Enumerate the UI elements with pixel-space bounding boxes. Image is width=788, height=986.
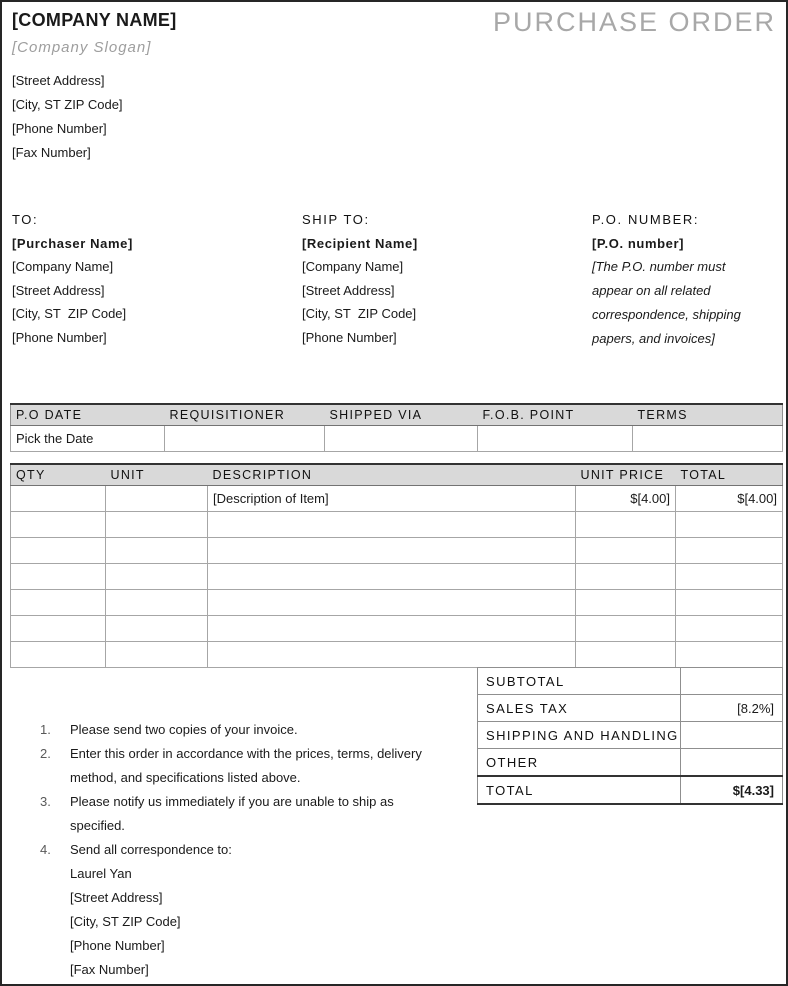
item-row xyxy=(11,590,783,616)
item-unit-price-cell[interactable] xyxy=(576,512,676,538)
po-number-note-line: [The P.O. number must xyxy=(592,259,726,274)
note-text: Enter this order in accordance with the prices, terms, delivery method, and specifications listed above. xyxy=(70,746,422,785)
item-qty-cell[interactable] xyxy=(11,590,106,616)
total-header: TOTAL xyxy=(676,464,783,486)
item-unit-price-cell[interactable] xyxy=(576,642,676,668)
note-item xyxy=(40,790,465,838)
parties-section xyxy=(12,208,782,358)
item-total-cell[interactable] xyxy=(676,512,783,538)
item-row xyxy=(11,486,783,512)
shipped-via-cell[interactable] xyxy=(325,426,478,452)
po-date-picker[interactable]: Pick the Date xyxy=(11,426,165,452)
note-text: Please notify us immediately if you are unable to ship as specified. xyxy=(70,794,394,833)
item-qty-cell[interactable] xyxy=(11,486,106,512)
to-block xyxy=(12,208,133,349)
description-header: DESCRIPTION xyxy=(208,464,576,486)
note-item xyxy=(40,742,465,790)
company-fax-field[interactable]: [Fax Number] xyxy=(12,145,91,160)
summary-table xyxy=(477,667,783,805)
sales-tax-row xyxy=(478,695,783,722)
company-slogan-field[interactable]: [Company Slogan] xyxy=(12,39,152,56)
item-unit-price-cell[interactable]: $[4.00] xyxy=(576,486,676,512)
po-number-field[interactable]: [P.O. number] xyxy=(592,235,685,251)
item-unit-cell[interactable] xyxy=(106,564,208,590)
item-unit-price-cell[interactable] xyxy=(576,590,676,616)
note-item xyxy=(40,718,465,742)
correspondence-block xyxy=(40,862,465,982)
notes-section xyxy=(40,718,465,982)
subtotal-label: SUBTOTAL xyxy=(478,668,681,695)
order-info-header-row xyxy=(11,404,783,426)
item-description-cell[interactable] xyxy=(208,590,576,616)
subtotal-row xyxy=(478,668,783,695)
correspondence-fax-field[interactable]: [Fax Number] xyxy=(70,962,149,977)
item-total-cell[interactable]: $[4.00] xyxy=(676,486,783,512)
item-description-cell[interactable] xyxy=(208,538,576,564)
item-qty-cell[interactable] xyxy=(11,512,106,538)
note-number: 4. xyxy=(40,842,51,857)
po-number-note-line: appear on all related xyxy=(592,283,711,298)
shipping-handling-label: SHIPPING AND HANDLING xyxy=(478,722,681,749)
ship-to-block xyxy=(302,208,418,349)
other-row xyxy=(478,749,783,777)
fob-point-header: F.O.B. POINT xyxy=(478,404,633,426)
item-description-cell[interactable]: [Description of Item] xyxy=(208,486,576,512)
unit-price-header: UNIT PRICE xyxy=(576,464,676,486)
purchaser-name-field[interactable]: [Purchaser Name] xyxy=(12,235,133,251)
correspondence-phone-field[interactable]: [Phone Number] xyxy=(70,938,165,953)
item-description-cell[interactable] xyxy=(208,642,576,668)
company-name-field[interactable]: [COMPANY NAME] xyxy=(12,10,177,30)
item-description-cell[interactable] xyxy=(208,512,576,538)
item-total-cell[interactable] xyxy=(676,616,783,642)
po-number-block xyxy=(592,208,787,351)
item-unit-cell[interactable] xyxy=(106,590,208,616)
sales-tax-label: SALES TAX xyxy=(478,695,681,722)
item-row xyxy=(11,642,783,668)
order-info-table xyxy=(10,403,783,452)
note-number: 1. xyxy=(40,722,51,737)
po-number-note-line: correspondence, shipping xyxy=(592,307,741,322)
terms-cell[interactable] xyxy=(633,426,783,452)
note-text: Please send two copies of your invoice. xyxy=(70,722,298,737)
note-number: 2. xyxy=(40,746,51,761)
company-block xyxy=(12,10,177,165)
other-label: OTHER xyxy=(478,749,681,777)
po-number-note-line: papers, and invoices] xyxy=(592,331,715,346)
items-header-row xyxy=(11,464,783,486)
shipping-handling-value[interactable] xyxy=(681,722,783,749)
item-unit-price-cell[interactable] xyxy=(576,616,676,642)
item-total-cell[interactable] xyxy=(676,590,783,616)
sales-tax-value[interactable]: [8.2%] xyxy=(681,695,783,722)
unit-header: UNIT xyxy=(106,464,208,486)
document-title: PURCHASE ORDER xyxy=(492,7,776,37)
company-city-field[interactable]: [City, ST ZIP Code] xyxy=(12,97,123,112)
subtotal-value[interactable] xyxy=(681,668,783,695)
item-row xyxy=(11,538,783,564)
requisitioner-header: REQUISITIONER xyxy=(165,404,325,426)
item-description-cell[interactable] xyxy=(208,616,576,642)
ship-company-field[interactable]: [Company Name] xyxy=(302,259,404,274)
item-unit-cell[interactable] xyxy=(106,642,208,668)
shipping-handling-row xyxy=(478,722,783,749)
correspondence-street-field[interactable]: [Street Address] xyxy=(70,890,163,905)
to-label: TO: xyxy=(12,212,39,227)
shipped-via-header: SHIPPED VIA xyxy=(325,404,478,426)
item-row xyxy=(11,564,783,590)
recipient-name-field[interactable]: [Recipient Name] xyxy=(302,235,418,251)
item-qty-cell[interactable] xyxy=(11,564,106,590)
total-row xyxy=(478,776,783,804)
item-qty-cell[interactable] xyxy=(11,616,106,642)
po-date-header: P.O DATE xyxy=(11,404,165,426)
item-unit-cell[interactable] xyxy=(106,616,208,642)
fob-point-cell[interactable] xyxy=(478,426,633,452)
item-total-cell[interactable] xyxy=(676,564,783,590)
total-value[interactable]: $[4.33] xyxy=(681,776,783,804)
po-number-label: P.O. NUMBER: xyxy=(592,212,700,227)
other-value[interactable] xyxy=(681,749,783,777)
ship-to-label: SHIP TO: xyxy=(302,212,370,227)
note-number: 3. xyxy=(40,794,51,809)
note-item xyxy=(40,838,465,862)
to-phone-field[interactable]: [Phone Number] xyxy=(12,329,107,345)
correspondence-city-field[interactable]: [City, ST ZIP Code] xyxy=(70,914,181,929)
qty-header: QTY xyxy=(11,464,106,486)
item-unit-cell[interactable] xyxy=(106,486,208,512)
note-text: Send all correspondence to: xyxy=(70,842,232,857)
order-info-row xyxy=(11,426,783,452)
item-unit-price-cell[interactable] xyxy=(576,538,676,564)
item-unit-cell[interactable] xyxy=(106,512,208,538)
terms-header: TERMS xyxy=(633,404,783,426)
ship-street-field[interactable]: [Street Address] xyxy=(302,282,395,298)
to-city-field[interactable]: [City, ST ZIP Code] xyxy=(12,306,127,321)
total-label: TOTAL xyxy=(478,776,681,804)
ship-phone-field[interactable]: [Phone Number] xyxy=(302,329,397,345)
company-street-field[interactable]: [Street Address] xyxy=(12,73,105,88)
item-qty-cell[interactable] xyxy=(11,538,106,564)
ship-city-field[interactable]: [City, ST ZIP Code] xyxy=(302,306,417,321)
correspondence-name-field[interactable]: Laurel Yan xyxy=(70,866,132,881)
item-row xyxy=(11,616,783,642)
item-unit-cell[interactable] xyxy=(106,538,208,564)
item-total-cell[interactable] xyxy=(676,538,783,564)
company-phone-field[interactable]: [Phone Number] xyxy=(12,121,107,136)
requisitioner-cell[interactable] xyxy=(165,426,325,452)
items-table xyxy=(10,463,783,668)
item-unit-price-cell[interactable] xyxy=(576,564,676,590)
item-row xyxy=(11,512,783,538)
to-company-field[interactable]: [Company Name] xyxy=(12,259,114,274)
item-total-cell[interactable] xyxy=(676,642,783,668)
company-address xyxy=(12,69,177,165)
item-qty-cell[interactable] xyxy=(11,642,106,668)
to-street-field[interactable]: [Street Address] xyxy=(12,282,105,298)
item-description-cell[interactable] xyxy=(208,564,576,590)
